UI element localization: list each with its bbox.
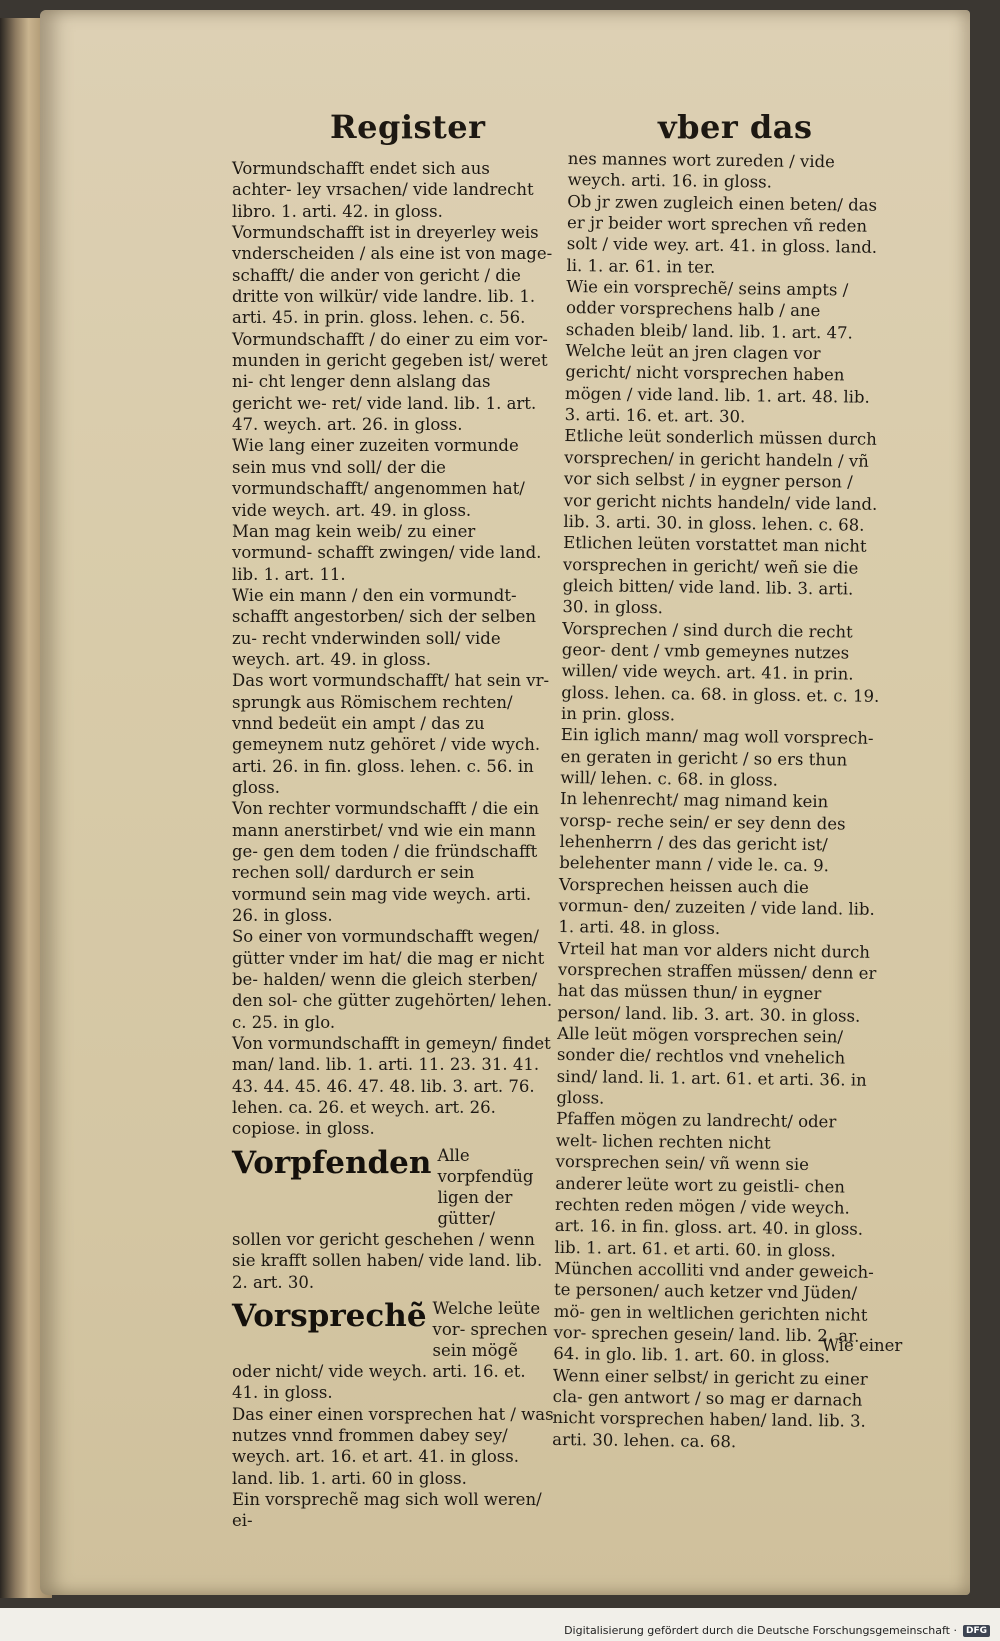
section-heading-vorpfenden (232, 1143, 554, 1229)
section-heading-vorsprechen (232, 1296, 554, 1361)
register-entry: So einer von vormundschafft wegen/ gütter vnder im hat/ die mag er nicht be- halden/ wenn die gleich sterben/ den sol- che gütter zugehörten/ lehen. c. 25. in glo. (232, 927, 553, 1032)
left-column (232, 158, 554, 1532)
register-entry: Vorsprechen heissen auch die vormun- den/ zuzeiten / vide land. lib. 1. arti. 48. in gloss. (558, 874, 875, 939)
right-column (552, 148, 888, 1454)
section-heading-text: Alle vorpfendüg ligen der gütter/ (437, 1145, 534, 1228)
register-entry: Wie ein vorsprechẽ/ seins ampts / odder vorsprechens halb / ane schaden bleib/ land. lib. 1. art. 47. (565, 277, 853, 343)
register-entry: Ein vorsprechẽ mag sich woll weren/ ei- (232, 1489, 542, 1531)
register-entry: Vormundschafft ist in dreyerley weis vnderscheiden / als eine ist von mage- schafft/ die ander von gericht / die dritte von wilkür/ vide landre. lib. 1. arti. 45. in prin. gloss. lehen. c. 56. (232, 223, 553, 328)
register-entry: Von rechter vormundschafft / die ein mann anerstirbet/ vnd wie ein mann ge- gen dem toden / die fründschafft rechen soll/ dardurch er sein vormund sein mag vide weych. arti. 26. in gloss. (232, 799, 539, 926)
register-entry: Wenn einer selbst/ in gericht zu einer cla- gen antwort / so mag er darnach nicht vorsprechen haben/ land. lib. 3. arti. 30. lehen. ca. 68. (552, 1365, 868, 1451)
register-entry: Man mag kein weib/ zu einer vormund- schafft zwingen/ vide land. lib. 1. art. 11. (232, 521, 542, 584)
running-head-left: Register (330, 108, 486, 146)
register-entry: Vrteil hat man vor alders nicht durch vorsprechen straffen müssen/ denn er hat das müssen thun/ in eygner person/ land. lib. 3. art. 30. in gloss. (557, 938, 877, 1026)
register-entry: Etlichen leüten vorstattet man nicht vorsprechen in gericht/ weñ sie die gleich bitten/ vide land. lib. 3. arti. 30. in gloss. (562, 533, 867, 618)
register-entry: Etliche leüt sonderlich müssen durch vorsprechen/ in gericht handeln / vñ vor sich selbst / in eygner person / vor gericht nichts handeln/ vide land. lib. 3. arti. 30. in gloss. lehen. c. 68. (563, 426, 878, 535)
running-head-right: vber das (658, 108, 813, 146)
register-entry: nes mannes wort zureden / vide weych. arti. 16. in gloss. (567, 148, 836, 192)
register-entry: Wie ein mann / den ein vormundt- schafft angestorben/ sich der selben zu- recht vnderwinden soll/ vide weych. art. 49. in gloss. (232, 585, 537, 669)
footer-text: Digitalisierung gefördert durch die Deutsche Forschungsgemeinschaft · (564, 1624, 957, 1637)
dfg-logo: DFG (963, 1625, 990, 1637)
register-entry: Wie lang einer zuzeiten vormunde sein mus vnd soll/ der die vormundschafft/ angenommen hat/ vide weych. art. 49. in gloss. (232, 436, 525, 520)
register-entry: Vorsprechen / sind durch die recht geor- dent / vmb gemeynes nutzes willen/ vide weych. art. 41. in prin. gloss. lehen. ca. 68. in gloss. et. c. 19. in prin. gloss. (560, 618, 880, 725)
register-entry: Ein iglich mann/ mag woll vorsprech- en geraten in gericht / so ers thun will/ lehen. c. 68. in gloss. (560, 725, 874, 790)
section-heading-word: Vorsprechẽ (232, 1297, 427, 1334)
register-entry: oder nicht/ vide weych. arti. 16. et. 41. in gloss. (232, 1361, 526, 1403)
digitization-footer (564, 1624, 990, 1637)
section-heading-text: Welche leüte vor- sprechen sein mögẽ (432, 1298, 548, 1360)
register-entry: Alle leüt mögen vorsprechen sein/ sonder die/ rechtlos vnd vnehelich sind/ land. li. 1. art. 61. et arti. 36. in gloss. (556, 1024, 867, 1108)
register-entry: Vormundschafft / do einer zu eim vor- munden in gericht gegeben ist/ weret ni- cht lenger denn alslang das gericht we- ret/ vide land. lib. 1. art. 47. weych. art. 26. in gloss. (232, 329, 548, 435)
register-entry: Welche leüt an jren clagen vor gericht/ nicht vorsprechen haben mögen / vide land. lib. 1. art. 48. lib. 3. arti. 16. et. art. 30. (564, 341, 870, 427)
register-entry: Vormundschafft endet sich aus achter- ley vrsachen/ vide landrecht libro. 1. arti. 42. in gloss. (232, 159, 534, 221)
catchword: Wie einer (822, 1336, 903, 1355)
register-entry: Das einer einen vorsprechen hat / was nutzes vnnd frommen dabey sey/ weych. art. 16. et art. 41. in gloss. land. lib. 1. arti. 60 in gloss. (232, 1404, 554, 1488)
register-entry: Pfaffen mögen zu landrecht/ oder welt- lichen rechten nicht vorsprechen sein/ vñ wenn sie anderer leüte wort zu geistli- chen rechten reden mögen / vide weych. art. 16. in fin. gloss. art. 40. in gloss. lib. 1. art. 61. et arti. 60. in gloss. (554, 1109, 864, 1260)
register-entry: Das wort vormundschafft/ hat sein vr- sprungk aus Römischem rechten/ vnnd bedeüt ein ampt / das zu gemeynem nutz gehöret / vide wych. arti. 26. in fin. gloss. lehen. c. 56. in gloss. (232, 671, 550, 797)
register-entry: Ob jr zwen zugleich einen beten/ das er jr beider wort sprechen vñ reden solt / vide wey. art. 41. in gloss. land. li. 1. ar. 61. in ter. (566, 191, 878, 277)
register-entry: Von vormundschafft in gemeyn/ findet man/ land. lib. 1. arti. 11. 23. 31. 41. 43. 44. 45. 46. 47. 48. lib. 3. art. 76. lehen. ca. 26. et weych. art. 26. copiose. in gloss. (232, 1034, 551, 1139)
register-entry: In lehenrecht/ mag nimand kein vorsp- reche sein/ er sey denn des lehenherrn / des das gericht ist/ belehenter mann / vide le. ca. 9. (559, 789, 846, 876)
register-entry: sollen vor gericht geschehen / wenn sie krafft sollen haben/ vide land. lib. 2. art. 30. (232, 1229, 543, 1292)
section-heading-word: Vorpfenden (232, 1144, 432, 1181)
register-entry: München accolliti vnd ander geweich- te personen/ auch ketzer vnd Jüden/ mö- gen in weltlichen gerichten nicht vor- sprechen gesein/ land. lib. 2. ar. 64. in glo. lib. 1. art. 60. in gloss. (553, 1258, 874, 1367)
